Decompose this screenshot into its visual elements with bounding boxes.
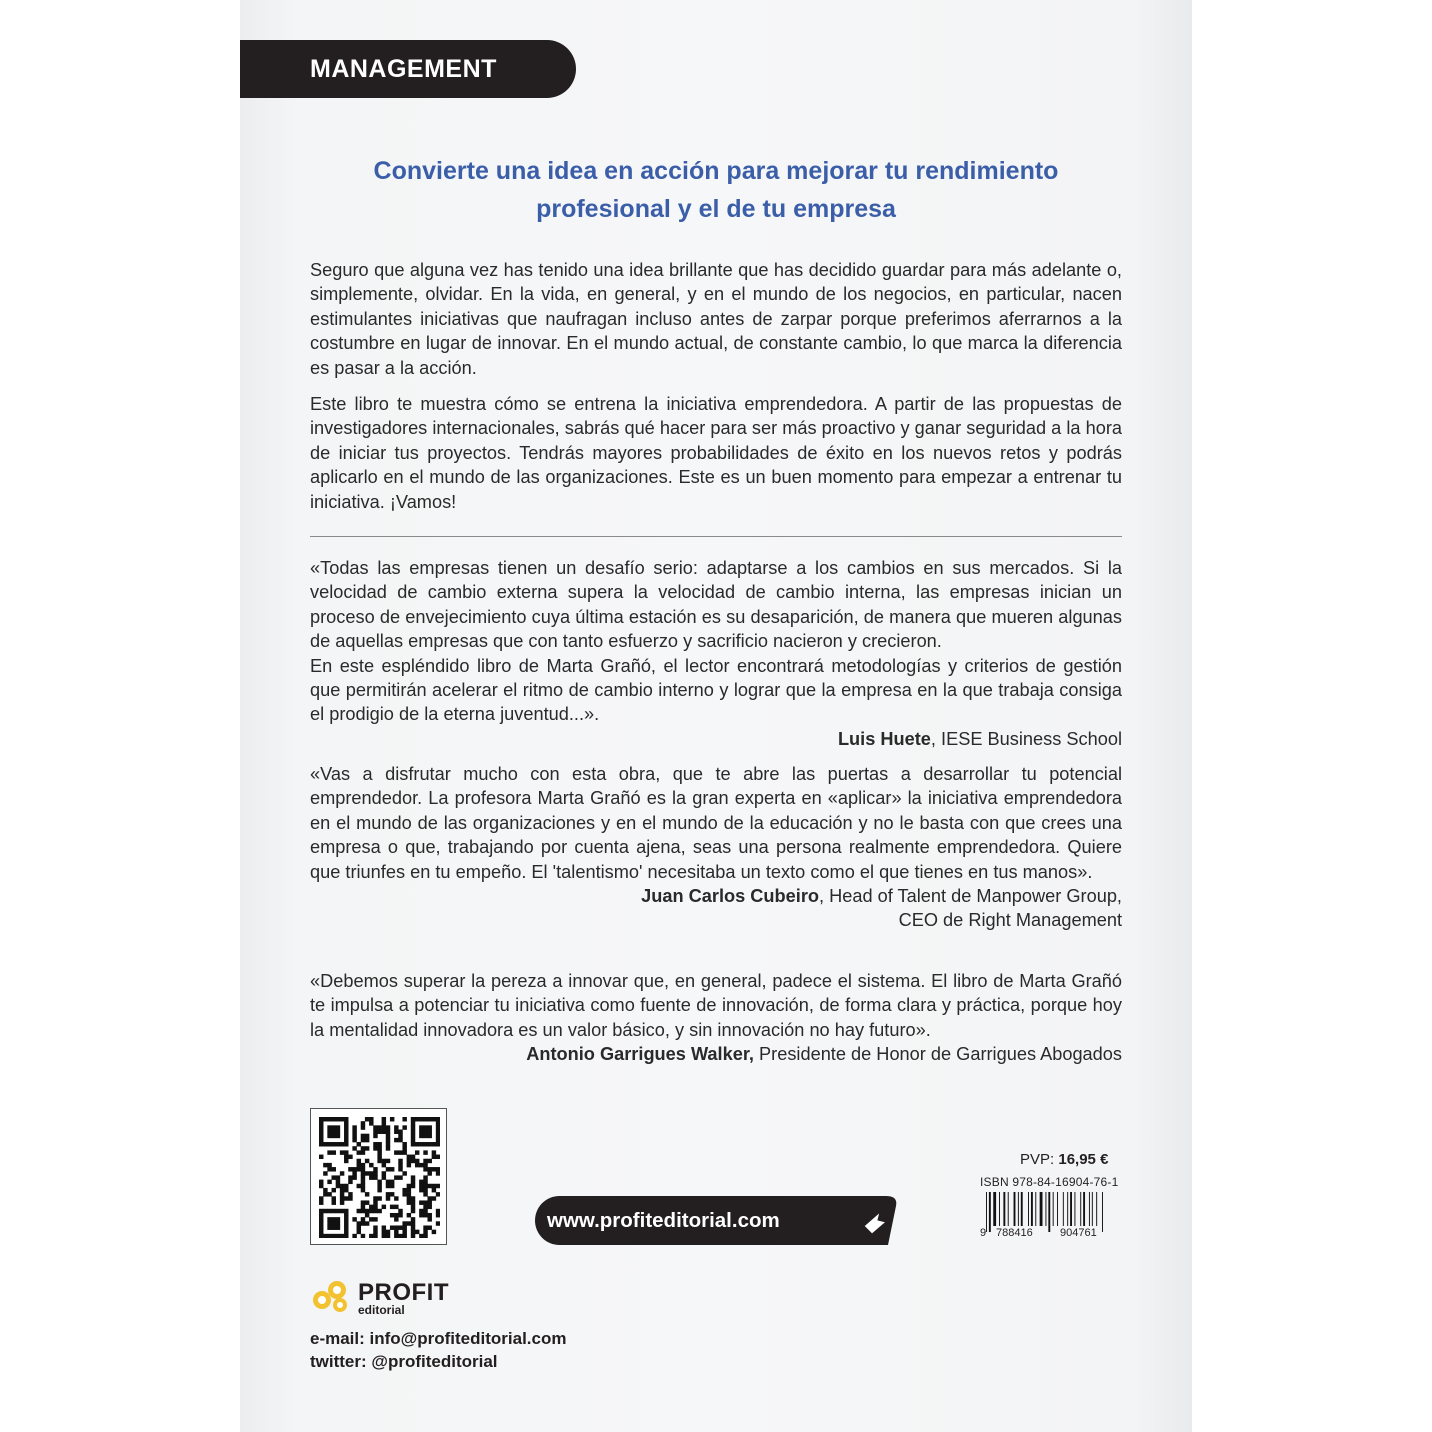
quote-3-attribution: Antonio Garrigues Walker, Presidente de Honor de Garrigues Abogados: [526, 1044, 1122, 1065]
description-paragraph-1: Seguro que alguna vez has tenido una idea brillante que has decidido guardar para más adelante o, simplemente, olvidar. En la vida, en general, y en el mundo de los negocios, en particular, nacen estimulantes iniciativas que naufragan incluso antes de zarpar porque preferimos aferrarnos a la costumbre en lugar de innovar. En el mundo actual, de constante cambio, lo que marca la diferencia es pasar a la acción.: [310, 260, 1122, 378]
description-paragraph-2: Este libro te muestra cómo se entrena la iniciativa emprendedora. A partir de las propuestas de investigadores internacionales, sabrás qué hacer para ser más proactivo y ganar seguridad a la hora de iniciar tus proyectos. Tendrás mayores probabilidades de éxito en los nuevos retos y podrás aplicarlo en el mundo de las organizaciones. Este es un buen momento para empezar a entrenar tu iniciativa. ¡Vamos!: [310, 394, 1122, 512]
quote-2-text: «Vas a disfrutar mucho con esta obra, que te abre las puertas a desarrollar tu potencial emprendedor. La profesora Marta Grañó es la gran experta en «aplicar» la iniciativa emprendedora en el mundo de las organizaciones y en el mundo de la educación y no le basta con que crees una empresa o que, trabajando por cuenta ajena, seas una persona realmente emprendedora. Quiere que triunfes en tu empeño. El 'talentismo' necesitaba un texto como el que tienes en tus manos».: [310, 764, 1122, 882]
quote-2: [310, 762, 1122, 933]
publisher-name: PROFIT: [358, 1279, 449, 1306]
profit-logo-icon: [310, 1278, 354, 1314]
barcode: [980, 1192, 1116, 1232]
website-url[interactable]: www.profiteditorial.com: [547, 1209, 780, 1232]
quote-3: [310, 969, 1122, 1067]
price-value: 16,95 €: [1058, 1151, 1109, 1168]
category-tag: MANAGEMENT: [240, 40, 576, 98]
headline: [310, 152, 1122, 228]
contact-email[interactable]: e-mail: info@profiteditorial.com: [310, 1329, 567, 1348]
barcode-digit-first: 9: [980, 1227, 987, 1239]
headline-line-2: profesional y el de tu empresa: [536, 195, 896, 223]
website-banner[interactable]: [535, 1196, 871, 1245]
quote-1-attribution: Luis Huete, IESE Business School: [837, 728, 1122, 749]
cursor-burst-icon: [858, 1196, 900, 1245]
quote-1-text: «Todas las empresas tienen un desafío serio: adaptarse a los cambios en sus mercados. Si la velocidad de cambio externa supera la velocidad de cambio interna, las empresas inician un proceso de envejecimiento cuya última estación es su desaparición, de manera que mueren algunas de aquellas empresas que con tanto esfuerzo y sacrificio nacieron y crecieron.: [310, 558, 1122, 652]
isbn: ISBN 978-84-16904-76-1: [980, 1175, 1119, 1189]
qr-code[interactable]: [310, 1108, 447, 1245]
contact-twitter[interactable]: twitter: @profiteditorial: [310, 1352, 498, 1371]
barcode-digits-right: 904761: [1060, 1227, 1097, 1239]
price: PVP: 16,95 €: [1020, 1151, 1109, 1168]
quote-1: [310, 556, 1122, 751]
publisher-sub: editorial: [358, 1303, 405, 1317]
divider: [310, 536, 1122, 537]
barcode-digits-left: 788416: [996, 1227, 1033, 1239]
quote-2-attribution-2: CEO de Right Management: [898, 910, 1122, 931]
contact-info: [310, 1327, 566, 1373]
quote-3-text: «Debemos superar la pereza a innovar que, en general, padece el sistema. El libro de Marta Grañó te impulsa a potenciar tu iniciativa como fuente de innovación, de forma clara y práctica, porque hoy la mentalidad innovadora es un valor básico, y sin innovación no hay futuro».: [310, 971, 1122, 1040]
qr-code-pattern: [319, 1117, 440, 1238]
quote-2-attribution: Juan Carlos Cubeiro, Head of Talent de Manpower Group,: [641, 886, 1122, 907]
quote-1-text-2: En este espléndido libro de Marta Grañó, el lector encontrará metodologías y criterios de gestión que permitirán acelerar el ritmo de cambio interno y lograr que la empresa en la que trabaja consiga el prodigio de la eterna juventud...».: [310, 655, 1122, 725]
headline-line-1: Convierte una idea en acción para mejorar tu rendimiento: [373, 157, 1059, 185]
publisher-logo: [310, 1278, 449, 1319]
